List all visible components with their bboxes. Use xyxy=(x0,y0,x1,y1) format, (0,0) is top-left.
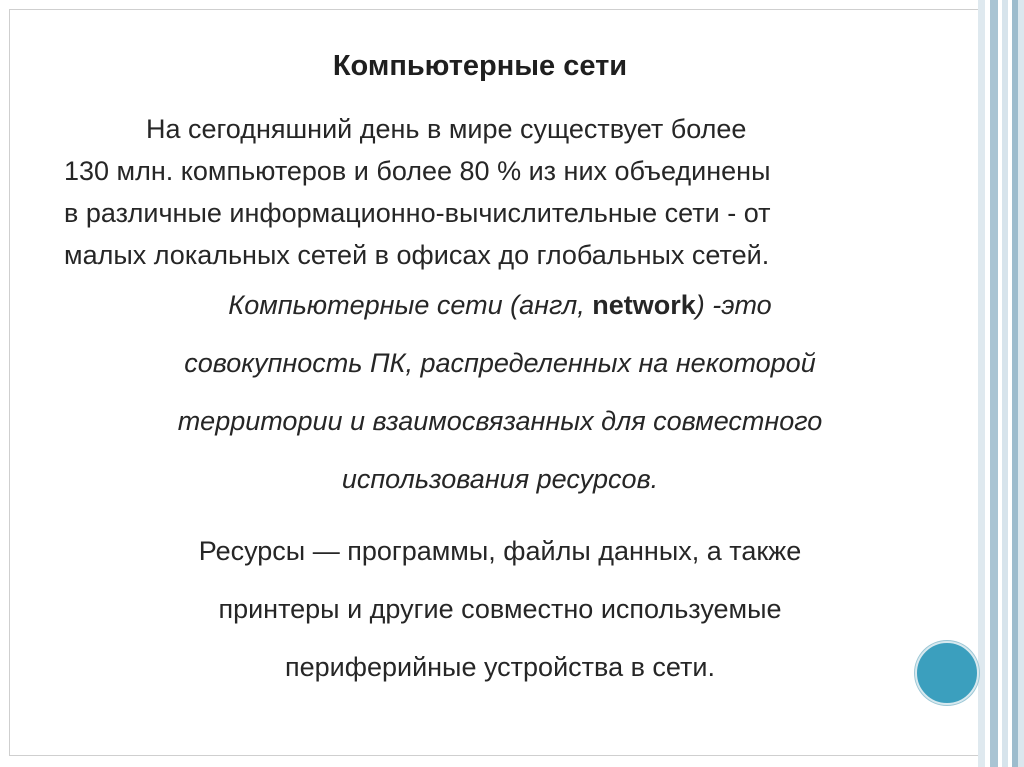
definition-line: использования ресурсов. xyxy=(341,464,659,494)
network-term: network xyxy=(592,290,696,320)
definition-text: ) -это xyxy=(695,290,772,320)
definition-line: совокупность ПК, распределенных на некоторой xyxy=(184,348,816,378)
resources-line: Ресурсы — программы, файлы данных, а также xyxy=(198,536,802,566)
definition-line xyxy=(60,276,940,334)
resources-paragraph xyxy=(60,522,940,696)
definition-paragraph xyxy=(60,276,940,508)
definition-line: территории и взаимосвязанных для совместного xyxy=(177,406,823,436)
resources-line: принтеры и другие совместно используемые xyxy=(218,594,782,624)
resources-line: периферийные устройства в сети. xyxy=(285,652,715,682)
intro-paragraph xyxy=(64,108,964,276)
slide-title: Компьютерные сети xyxy=(332,50,628,82)
decorative-circle xyxy=(915,641,979,705)
intro-line: малых локальных сетей в офисах до глобальных сетей. xyxy=(64,240,770,270)
intro-line: в различные информационно-вычислительные сети - от xyxy=(64,198,771,228)
intro-line: 130 млн. компьютеров и более 80 % из них объединены xyxy=(64,156,771,186)
intro-line: На сегодняшний день в мире существует более xyxy=(146,114,747,144)
decorative-side-stripes xyxy=(978,0,1024,767)
definition-text: Компьютерные сети (англ, xyxy=(228,290,593,320)
